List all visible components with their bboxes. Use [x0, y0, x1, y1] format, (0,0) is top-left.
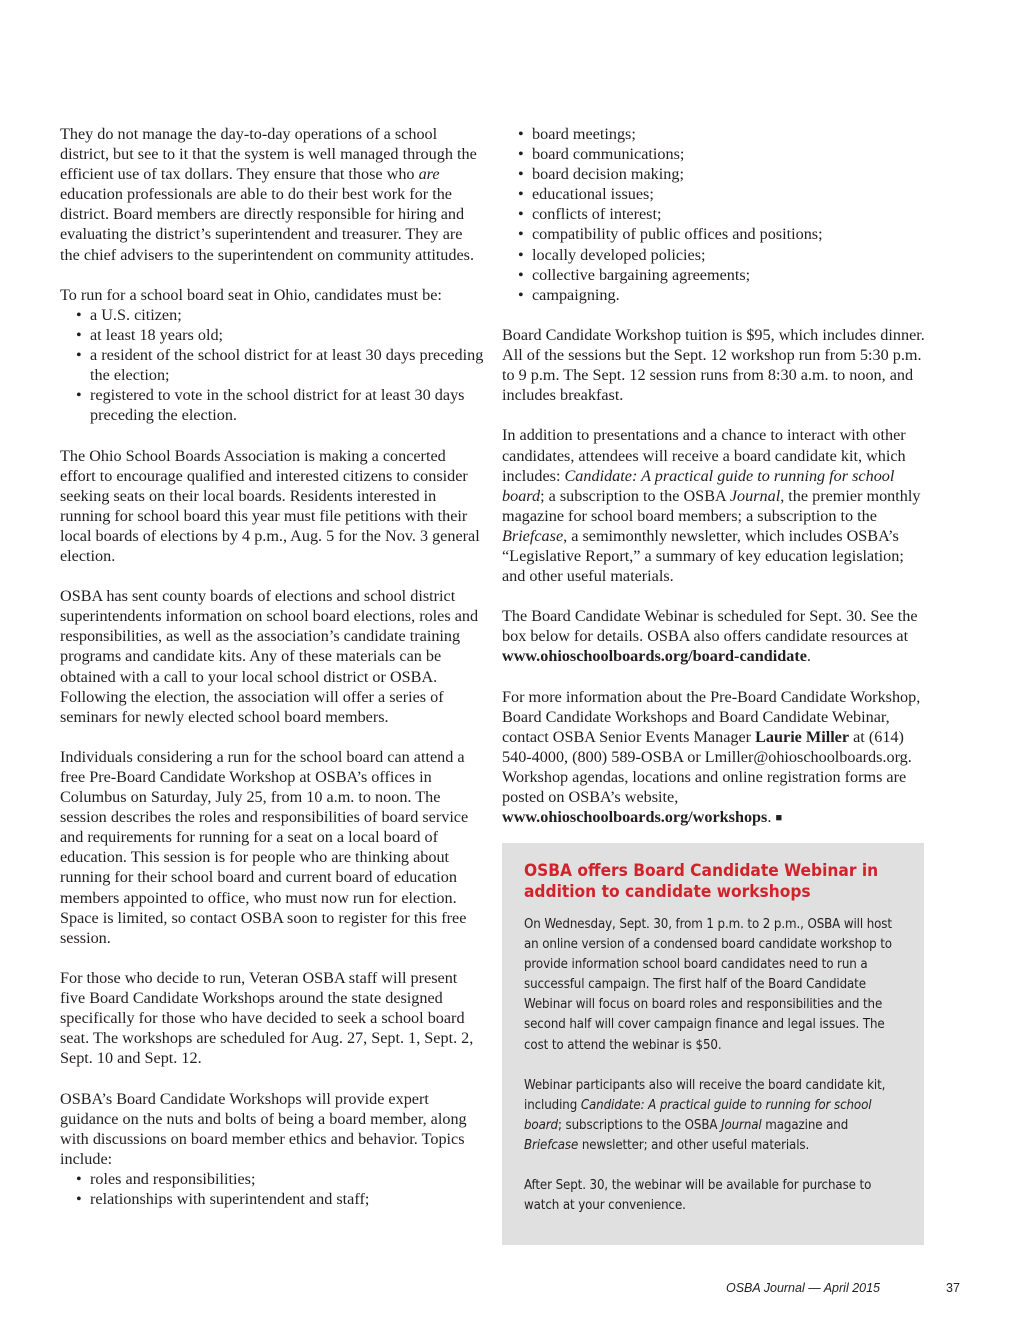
emphasis-are: are	[418, 165, 440, 184]
paragraph-board-role	[60, 124, 485, 265]
link-board-candidate[interactable]: www.ohioschoolboards.org/board-candidate	[502, 647, 807, 666]
list-item: • relationships with superintendent and staff;	[60, 1189, 485, 1209]
list-item: • collective bargaining agreements;	[502, 265, 927, 285]
text-run: Webinar participants also will receive the board candidate kit, including	[524, 1077, 886, 1113]
sidebar-paragraph-details: On Wednesday, Sept. 30, from 1 p.m. to 2 p.m., OSBA will host an online version of a condensed board candidate workshop to provide information school board candidates need to run a successful campaign. The first half of the Board Candidate Webinar will focus on board roles and responsibilities and the second half will cover campaign finance and legal issues. The cost to attend the webinar is $50.	[524, 917, 892, 1053]
list-item: • roles and responsibilities;	[60, 1169, 485, 1189]
paragraph-topics-intro: OSBA’s Board Candidate Workshops will provide expert guidance on the nuts and bolts of being a board member, along with discussions on board member ethics and behavior. Topics include:	[60, 1089, 467, 1168]
paragraph-materials: OSBA has sent county boards of elections and school district superintendents information on school board elections, roles and responsibilities, as well as the association’s candidate training programs and candidate kits. Any of these materials can be obtained with a call to your local school district or OSBA. Following the election, the association will offer a series of seminars for newly elected school board members.	[60, 587, 479, 726]
title-candidate-guide: Candidate: A practical guide to running for school board	[502, 466, 895, 505]
sidebar-paragraph-kit	[524, 1076, 904, 1156]
end-mark-icon: ■	[775, 812, 783, 825]
footer-page-number: 37	[946, 1281, 960, 1295]
paragraph-pre-board-workshop: Individuals considering a run for the school board can attend a free Pre-Board Candidate Workshop at OSBA’s offices in Columbus on Saturday, July 25, from 10 a.m. to noon. The session describes the roles and responsibilities of board service and requirements for running for a seat on a local board of education. This session is for people who are thinking about running for their school board and current board of education members appointed to office, who must now run for election. Space is limited, so contact OSBA soon to register for this free session.	[60, 747, 469, 947]
paragraph-osba-effort: The Ohio School Boards Association is making a concerted effort to encourage qualified and interested citizens to consider seeking seats on their local boards. Residents interested in running for school board this year must file petitions with their local boards of elections by 4 p.m., Aug. 5 for the Nov. 3 general election.	[60, 446, 480, 565]
requirements-list	[60, 305, 485, 426]
topics-list-left	[60, 1169, 485, 1209]
text-run: magazine and	[761, 1117, 849, 1133]
text-run: They do not manage the day-to-day operations of a school district, but see to it that the system is well managed through the efficient use of tax dollars. They ensure that those who	[60, 125, 477, 184]
list-item: • campaigning.	[502, 285, 927, 305]
title-candidate-guide: Candidate: A practical guide to running for school board	[524, 1097, 872, 1133]
text-run: The Board Candidate Webinar is scheduled for Sept. 30. See the box below for details. OSBA also offers candidate resources at	[502, 607, 918, 646]
sidebar-paragraph-after: After Sept. 30, the webinar will be available for purchase to watch at your convenience.	[524, 1178, 872, 1214]
title-briefcase: Briefcase	[524, 1138, 579, 1154]
text-run: at (614) 540-4000, (800) 589-OSBA or Lmiller@ohioschoolboards.org. Workshop agendas, locations and online registration forms are posted on OSBA’s website,	[502, 727, 912, 807]
text-run: , a semimonthly newsletter, which includes OSBA’s “Legislative Report,” a summary of key education legislation; and other useful materials.	[502, 526, 904, 586]
list-item: • board communications;	[502, 144, 927, 164]
footer-publication: OSBA Journal — April 2015	[726, 1281, 881, 1295]
paragraph-contact	[502, 687, 927, 829]
text-run: For more information about the Pre-Board Candidate Workshop, Board Candidate Workshops and Board Candidate Webinar, contact OSBA Senior Events Manager	[502, 687, 921, 746]
link-workshops[interactable]: www.ohioschoolboards.org/workshops	[502, 808, 768, 827]
paragraph-webinar	[502, 606, 927, 666]
list-item: • at least 18 years old;	[60, 325, 485, 345]
list-item: • registered to vote in the school district for at least 30 days preceding the election.	[60, 385, 485, 425]
text-run: newsletter; and other useful materials.	[578, 1138, 810, 1154]
list-item: • board meetings;	[502, 124, 927, 144]
list-item: • educational issues;	[502, 184, 927, 204]
text-run: , the premier monthly magazine for school board members; a subscription to the	[502, 486, 921, 525]
webinar-sidebar-box	[502, 843, 924, 1245]
list-item: • a resident of the school district for at least 30 days preceding the election;	[60, 345, 485, 385]
list-item: • a U.S. citizen;	[60, 305, 485, 325]
contact-name: Laurie Miller	[755, 727, 850, 746]
list-item: • locally developed policies;	[502, 245, 927, 265]
title-briefcase: Briefcase	[502, 526, 564, 545]
title-journal: Journal	[729, 486, 781, 505]
paragraph-requirements-intro: To run for a school board seat in Ohio, candidates must be:	[60, 285, 442, 304]
right-column	[502, 124, 927, 848]
paragraph-tuition: Board Candidate Workshop tuition is $95, which includes dinner. All of the sessions but the Sept. 12 workshop run from 5:30 p.m. to 9 p.m. The Sept. 12 session runs from 8:30 a.m. to noon, and includes breakfast.	[502, 325, 925, 405]
list-item: • conflicts of interest;	[502, 204, 927, 224]
text-run: .	[767, 808, 776, 827]
title-journal: Journal	[721, 1117, 762, 1133]
left-column	[60, 124, 485, 1209]
text-run: ; a subscription to the OSBA	[540, 486, 730, 505]
paragraph-candidate-kit	[502, 425, 927, 586]
topics-list-right	[502, 124, 927, 305]
text-run: education professionals are able to do their best work for the district. Board members are directly responsible for hiring and evaluating the district’s superintendent and treasurer. They are the chief advisers to the superintendent on community attitudes.	[60, 185, 475, 264]
paragraph-workshop-dates: For those who decide to run, Veteran OSBA staff will present five Board Candidate Workshops around the state designed specifically for those who have decided to seek a school board seat. The workshops are scheduled for Aug. 27, Sept. 1, Sept. 2, Sept. 10 and Sept. 12.	[60, 968, 474, 1068]
list-item: • compatibility of public offices and positions;	[502, 224, 927, 244]
sidebar-title: OSBA offers Board Candidate Webinar in addition to candidate workshops	[524, 861, 879, 902]
text-run: In addition to presentations and a chance to interact with other candidates, attendees will receive a board candidate kit, which includes:	[502, 426, 906, 485]
text-run: .	[806, 647, 811, 666]
text-run: ; subscriptions to the OSBA	[557, 1117, 722, 1133]
list-item: • board decision making;	[502, 164, 927, 184]
